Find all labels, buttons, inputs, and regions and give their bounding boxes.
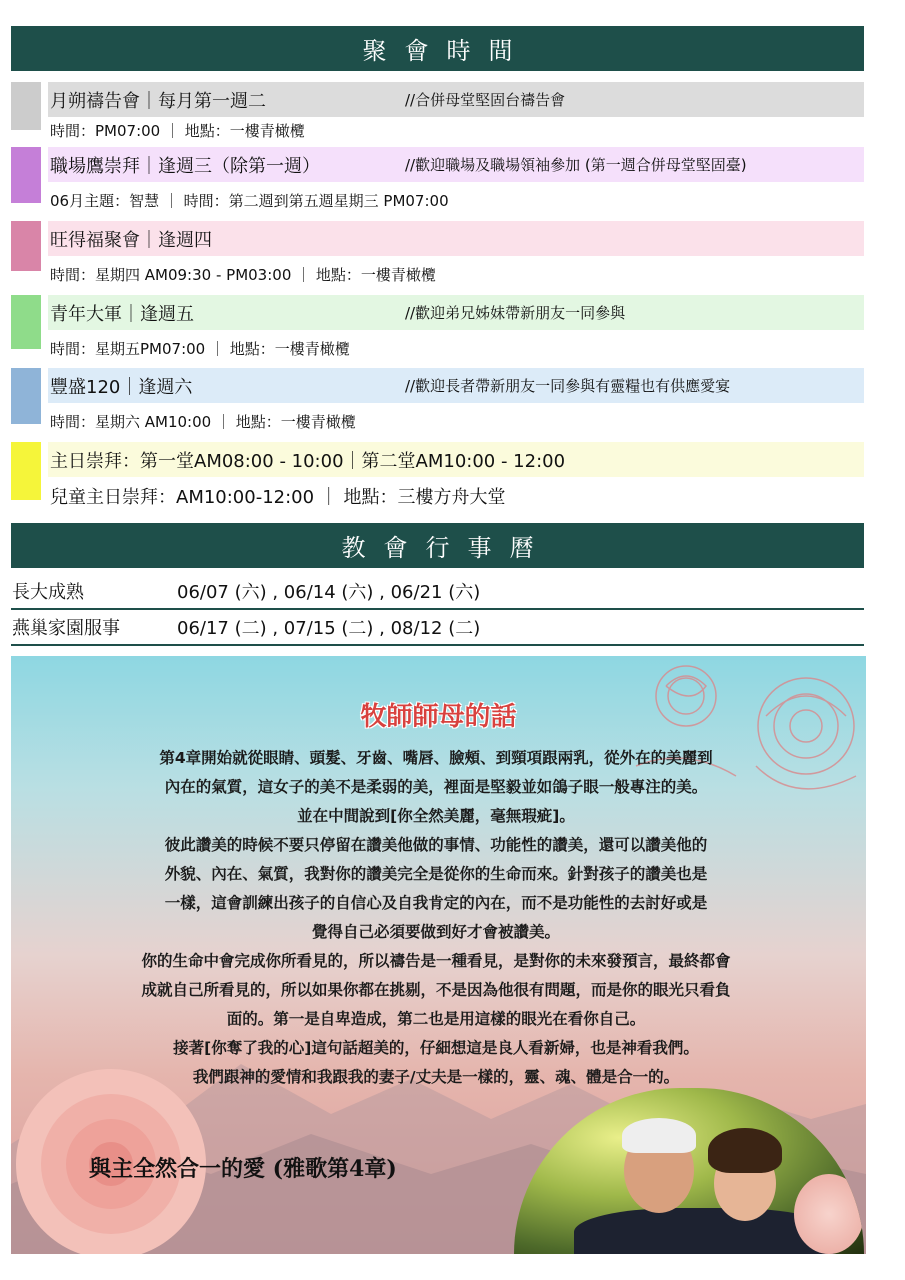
calendar-header-label: 教會行事曆 <box>341 534 552 562</box>
meeting-detail: 06月主題：智慧 ｜ 時間：第二週到第五週星期三 PM07:00 <box>50 192 449 210</box>
calendar-row <box>11 574 864 610</box>
pastor-message-line: 接著[你奪了我的心]這句話超美的，仔細想這是良人看新婦，也是神看我們。 <box>173 1039 699 1057</box>
meeting-title: 豐盛120｜逢週六 <box>50 376 193 398</box>
meeting-color-swatch <box>11 221 41 271</box>
calendar-event-name: 長大成熟 <box>12 582 84 603</box>
meeting-color-swatch <box>11 442 41 500</box>
pastor-message-line: 成就自己所看見的，所以如果你都在挑剔，不是因為他很有問題，而是你的眼光只看負 <box>141 981 731 999</box>
meeting-youth-army <box>11 295 864 361</box>
meeting-abundance-120 <box>11 368 864 434</box>
meeting-title: 職場鷹崇拜｜逢週三（除第一週） <box>50 155 320 177</box>
pastor-message-line: 我們跟神的愛情和我跟我的妻子/丈夫是一樣的，靈、魂、體是合一的。 <box>192 1068 680 1086</box>
meeting-color-swatch <box>11 82 41 130</box>
meeting-note: //合併母堂堅固台禱告會 <box>405 91 566 109</box>
meeting-title: 月朔禱告會｜每月第一週二 <box>50 90 266 112</box>
meeting-detail: 時間：星期五PM07:00 ｜ 地點：一樓青橄欖 <box>50 340 350 358</box>
meeting-color-swatch <box>11 368 41 424</box>
pastor-message-body <box>56 744 816 1092</box>
calendar-header <box>11 523 864 568</box>
calendar-row <box>11 610 864 646</box>
meeting-detail: 時間：PM07:00 ｜ 地點：一樓青橄欖 <box>50 122 305 140</box>
meeting-title-band <box>48 147 864 182</box>
pastor-message-line: 面的。第一是自卑造成，第二也是用這樣的眼光在看你自己。 <box>226 1010 646 1028</box>
meetings-header <box>11 26 864 71</box>
meeting-detail: 時間：星期六 AM10:00 ｜ 地點：一樓青橄欖 <box>50 413 356 431</box>
pastor-message-line: 內在的氣質，這女子的美不是柔弱的美，裡面是堅毅並如鴿子眼一般專注的美。 <box>164 778 708 796</box>
pastor-message-line: 覺得自己必須要做到好才會被讚美。 <box>311 923 560 941</box>
meeting-detail: 時間：星期四 AM09:30 - PM03:00 ｜ 地點：一樓青橄欖 <box>50 266 436 284</box>
meeting-color-swatch <box>11 147 41 203</box>
meeting-title: 主日崇拜：第一堂AM08:00 - 10:00｜第二堂AM10:00 - 12:00 <box>50 450 566 472</box>
meeting-title-band <box>48 221 864 256</box>
meeting-note: //歡迎職場及職場領袖參加 (第一週合併母堂堅固臺) <box>405 156 747 174</box>
meeting-note: //歡迎長者帶新朋友一同參與有靈糧也有供應愛宴 <box>405 377 731 395</box>
pastor-message-line: 第4章開始就從眼睛、頭髮、牙齒、嘴唇、臉頰、到頸項跟兩乳，從外在的美麗到 <box>159 749 713 767</box>
meeting-title-band <box>48 368 864 403</box>
meeting-title-band <box>48 295 864 330</box>
pastor-message-line: 一樣，這會訓練出孩子的自信心及自我肯定的內在，而不是功能性的去討好或是 <box>164 894 708 912</box>
meeting-title: 青年大軍｜逢週五 <box>50 303 194 325</box>
calendar-event-dates: 06/17 (二) , 07/15 (二) , 08/12 (二) <box>177 618 481 639</box>
meeting-title-band <box>48 82 864 117</box>
meeting-monthly-prayer <box>11 82 864 144</box>
pastor-message-tagline: 與主全然合一的愛 (雅歌第4章) <box>89 1156 397 1182</box>
pastor-message-line: 並在中間說到[你全然美麗，毫無瑕疵]。 <box>297 807 575 825</box>
pastor-message-title: 牧師師母的話 <box>360 702 517 732</box>
meeting-note: //歡迎弟兄姊妹帶新朋友一同參與 <box>405 304 626 322</box>
meeting-sunday-worship <box>11 442 864 512</box>
meetings-header-label: 聚會時間 <box>362 37 531 65</box>
meeting-color-swatch <box>11 295 41 349</box>
meeting-title: 旺得福聚會｜逢週四 <box>50 229 212 251</box>
pastor-message-line: 你的生命中會完成你所看見的，所以禱告是一種看見，是對你的未來發預言，最終都會 <box>141 952 731 970</box>
pastor-message-line: 外貌、內在、氣質，我對你的讚美完全是從你的生命而來。針對孩子的讚美也是 <box>164 865 708 883</box>
pastor-message-panel <box>11 656 866 1254</box>
meeting-workplace-eagle <box>11 147 864 217</box>
calendar-event-dates: 06/07 (六) , 06/14 (六) , 06/21 (六) <box>177 582 481 603</box>
pastor-message-line: 彼此讚美的時候不要只停留在讚美他做的事情、功能性的讚美，還可以讚美他的 <box>164 836 708 854</box>
calendar-event-name: 燕巢家園服事 <box>12 618 120 639</box>
meeting-title-band <box>48 442 864 477</box>
meeting-detail: 兒童主日崇拜：AM10:00-12:00 ｜ 地點：三樓方舟大堂 <box>50 487 506 508</box>
meeting-wonderful <box>11 221 864 287</box>
